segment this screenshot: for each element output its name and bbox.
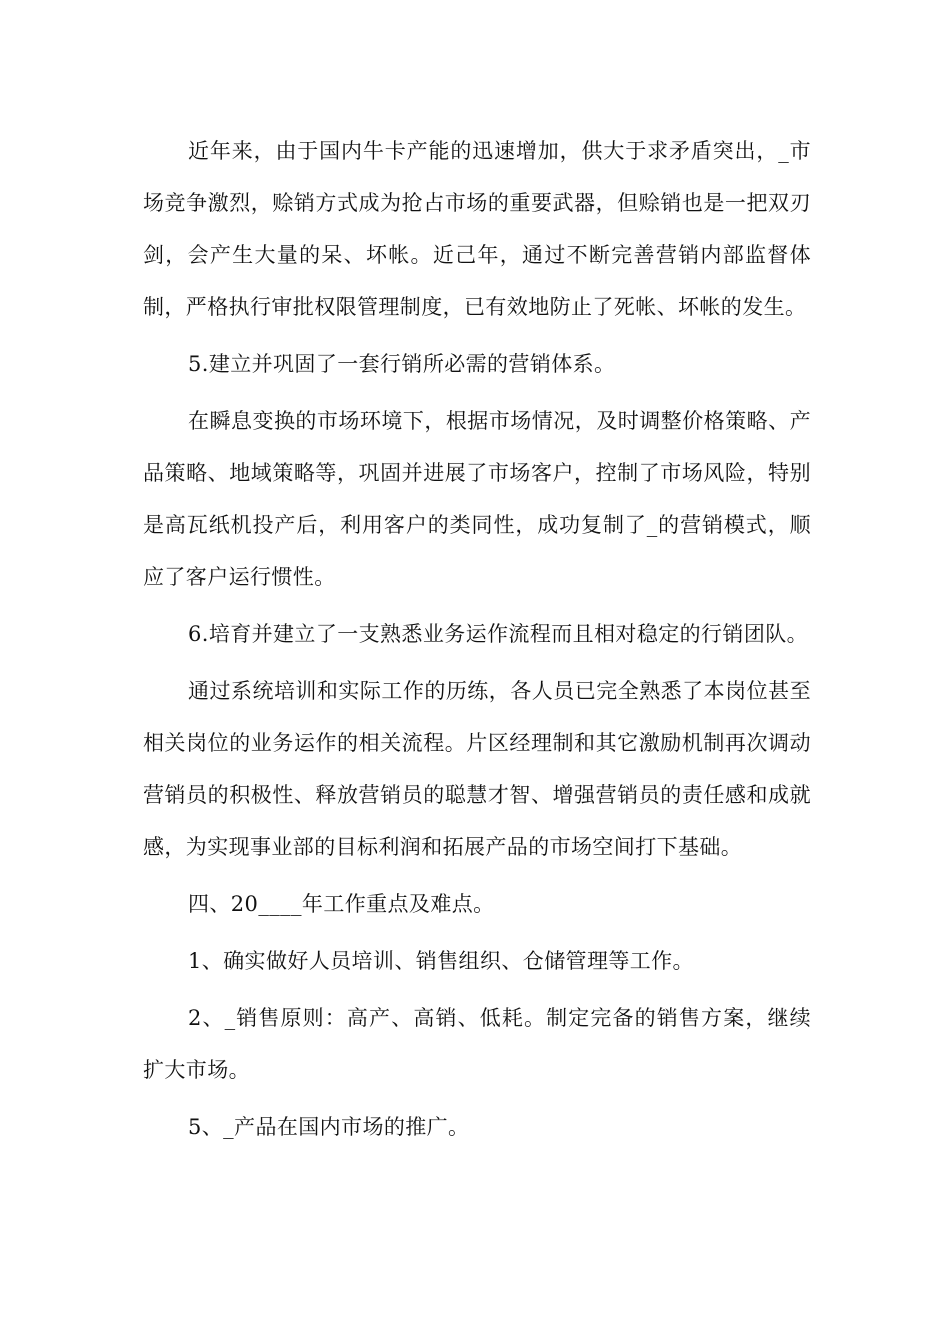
- document-body: [143, 125, 811, 1158]
- paragraph-2: 在瞬息变换的市场环境下，根据市场情况，及时调整价格策略、产品策略、地域策略等，巩固并进展了市场客户，控制了市场风险，特别是高瓦纸机投产后，利用客户的类同性，成功复制了_的营销模式，顺应了客户运行惯性。: [143, 409, 811, 589]
- paragraph-3: 通过系统培训和实际工作的历练，各人员已完全熟悉了本岗位甚至相关岗位的业务运作的相关流程。片区经理制和其它激励机制再次调动营销员的积极性、释放营销员的聪慧才智、增强营销员的责任感和成就感，为实现事业部的目标利润和拓展产品的市场空间打下基础。: [143, 679, 811, 859]
- heading-6: 6.培育并建立了一支熟悉业务运作流程而且相对稳定的行销团队。: [188, 622, 809, 646]
- paragraph-1: 近年来，由于国内牛卡产能的迅速增加，供大于求矛盾突出，_市场竞争激烈，赊销方式成为抢占市场的重要武器，但赊销也是一把双刃剑，会产生大量的呆、坏帐。近己年，通过不断完善营销内部监督体制，严格执行审批权限管理制度，已有效地防止了死帐、坏帐的发生。: [143, 139, 811, 319]
- heading-5: 5.建立并巩固了一套行销所必需的营销体系。: [188, 352, 616, 376]
- list-item-5: 5、_产品在国内市场的推广。: [188, 1115, 470, 1139]
- list-item-2: 2、_销售原则：高产、高销、低耗。制定完备的销售方案，继续扩大市场。: [143, 1006, 811, 1082]
- list-item-1: 1、确实做好人员培训、销售组织、仓储管理等工作。: [188, 949, 694, 973]
- section-heading-4: 四、20____年工作重点及难点。: [188, 892, 495, 916]
